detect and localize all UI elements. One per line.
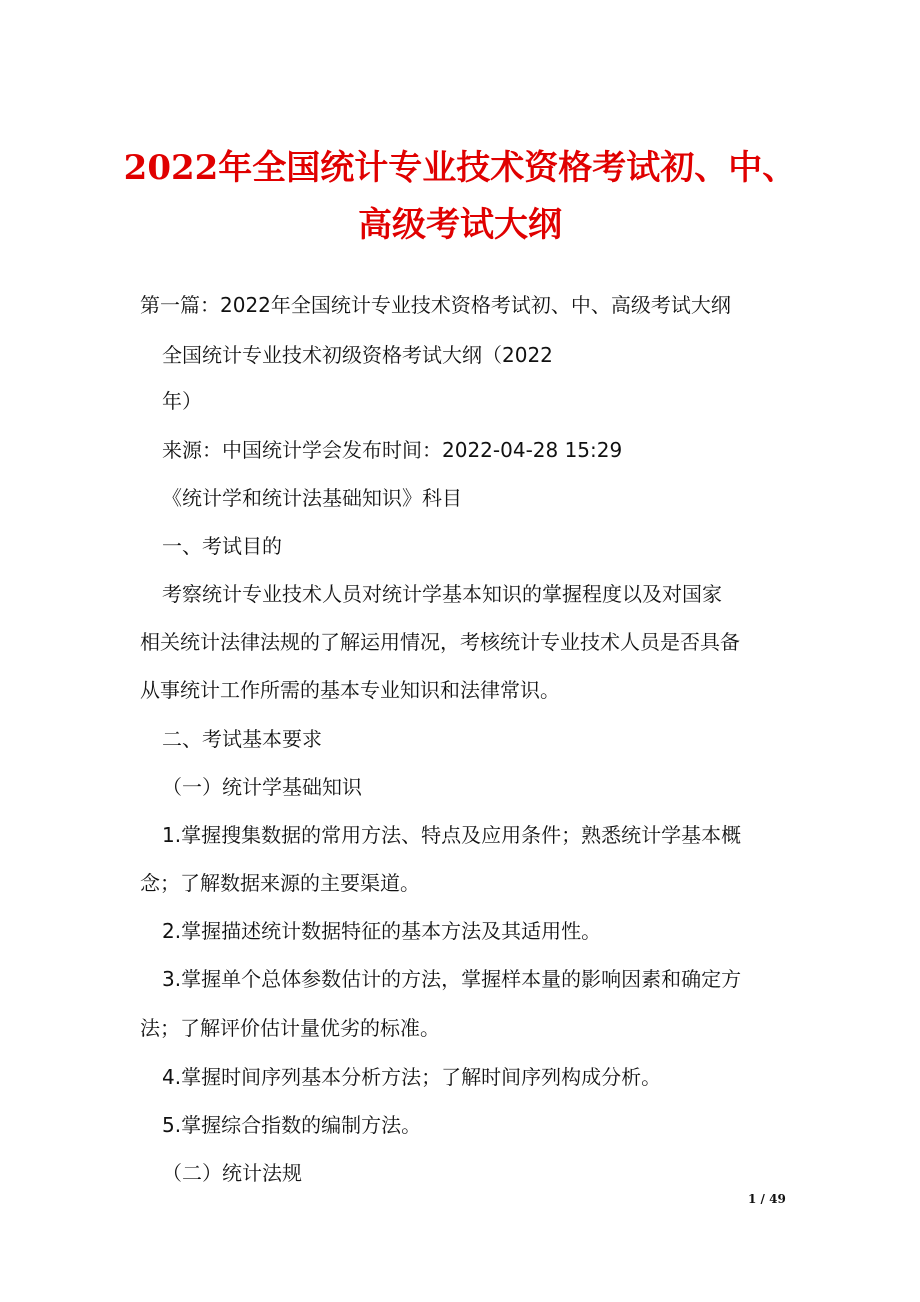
subject-name: 《统计学和统计法基础知识》科目 <box>162 486 462 510</box>
section-heading-first-part: 第一篇：2022年全国统计专业技术资格考试初、中、高级考试大纲 <box>140 293 731 317</box>
paragraph-line: 从事统计工作所需的基本专业知识和法律常识。 <box>140 678 560 702</box>
subtitle-year-suffix: 年） <box>162 389 202 413</box>
subtitle-junior-exam-outline: 全国统计专业技术初级资格考试大纲（2022 <box>162 343 553 367</box>
list-item-3-line-1: 3.掌握单个总体参数估计的方法，掌握样本量的影响因素和确定方 <box>162 967 742 991</box>
source-and-publish-time: 来源：中国统计学会发布时间：2022-04-28 15:29 <box>162 438 623 462</box>
heading-basic-requirements: 二、考试基本要求 <box>162 727 322 751</box>
document-title-line-1: 2022年全国统计专业技术资格考试初、中、 <box>123 148 797 188</box>
document-title-line-2: 高级考试大纲 <box>358 205 562 245</box>
list-item-1-line-2: 念；了解数据来源的主要渠道。 <box>140 871 420 895</box>
subheading-statistics-law: （二）统计法规 <box>162 1161 302 1185</box>
paragraph-line: 考察统计专业技术人员对统计学基本知识的掌握程度以及对国家 <box>162 582 722 606</box>
list-item-2: 2.掌握描述统计数据特征的基本方法及其适用性。 <box>162 919 602 943</box>
list-item-1-line-1: 1.掌握搜集数据的常用方法、特点及应用条件；熟悉统计学基本概 <box>162 823 742 847</box>
list-item-5: 5.掌握综合指数的编制方法。 <box>162 1113 422 1137</box>
list-item-3-line-2: 法；了解评价估计量优劣的标准。 <box>140 1016 440 1040</box>
list-item-4: 4.掌握时间序列基本分析方法；了解时间序列构成分析。 <box>162 1065 662 1089</box>
paragraph-line: 相关统计法律法规的了解运用情况，考核统计专业技术人员是否具备 <box>140 630 740 654</box>
subheading-statistics-basics: （一）统计学基础知识 <box>162 775 362 799</box>
heading-exam-purpose: 一、考试目的 <box>162 534 282 558</box>
page-number: 1 / 49 <box>748 1192 786 1206</box>
